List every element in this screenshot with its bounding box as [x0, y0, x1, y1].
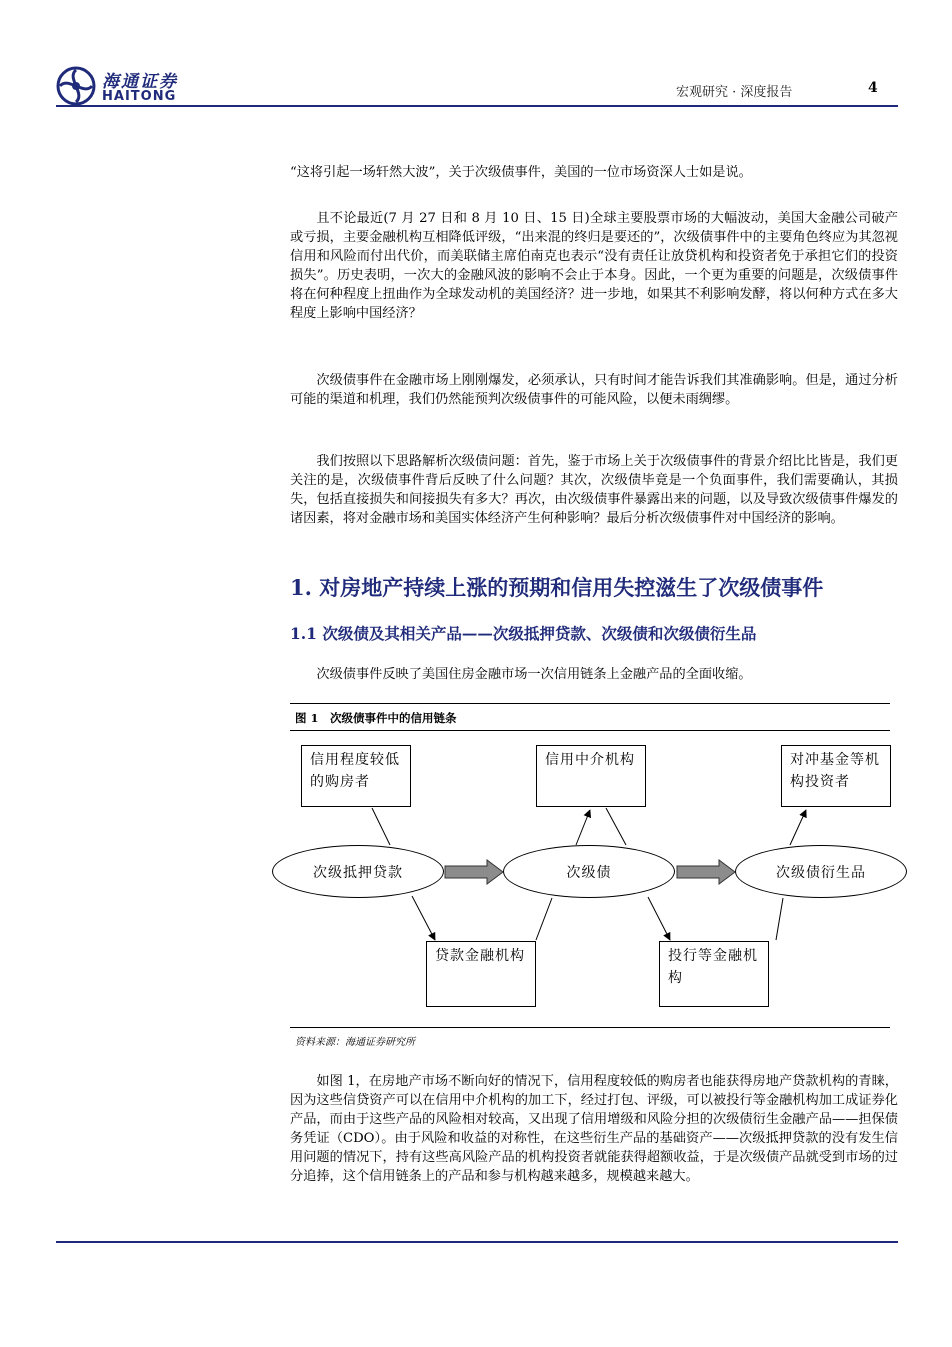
node-subprime-mortgage: 次级抵押贷款 — [272, 845, 444, 898]
node-hedge-fund-investors: 对冲基金等机构投资者 — [781, 745, 891, 807]
paragraph-risk: 次级债事件在金融市场上刚刚爆发，必须承认，只有时间才能告诉我们其准确影响。但是，通过分析可能的渠道和机理，我们仍然能预判次级债事件的可能风险，以便未雨绸缪。 — [290, 373, 898, 407]
node-subprime-derivatives: 次级债衍生品 — [735, 845, 907, 898]
figure-title: 图 1 次级债事件中的信用链条 — [295, 711, 457, 725]
paragraph-outline: 我们按照以下思路解析次级债问题：首先，鉴于市场上关于次级债事件的背景介绍比比皆是，我们更关注的是，次级债事件背后反映了什么问题？其次，次级债毕竟是一个负面事件，我们需要确认，其损失，包括直接损失和间接损失有多大？再次，由次级债事件暴露出来的问题，以及导致次级债事件爆发的诸因素，将对金融市场和美国实体经济产生何种影响？最后分析次级债事件对中国经济的影响。 — [290, 454, 898, 526]
report-section-label: 宏观研究 · 深度报告 — [676, 85, 793, 100]
node-investment-banks: 投行等金融机构 — [659, 941, 769, 1007]
figure-bottom-rule — [290, 1027, 890, 1028]
logo-text-cn: 海通证券 — [102, 72, 178, 92]
section-heading-1-1: 1.1 次级债及其相关产品——次级抵押贷款、次级债和次级债衍生品 — [290, 624, 757, 643]
node-lending-institutions: 贷款金融机构 — [426, 941, 536, 1007]
node-credit-intermediary: 信用中介机构 — [536, 745, 646, 807]
page-number: 4 — [868, 80, 878, 96]
paragraph-context: 且不论最近(7 月 27 日和 8 月 10 日、15 日)全球主要股票市场的大幅波动，美国大金融公司破产或亏损，主要金融机构互相降低评级，“出来混的终归是要还的”，次级债事件中的主要角色终应为其忽视信用和风险而付出代价，而美联储主席伯南克也表示“没有责任让放贷机构和投资者免于承担它们的投资损失”。历史表明，一次大的金融风波的影响不会止于本身。因此，一个更为重要的问题是，次级债事件将在何种程度上扭曲作为全球发动机的美国经济？进一步地，如果其不利影响发酵，将以何种方式在多大程度上影响中国经济？ — [290, 211, 898, 321]
node-subprime-debt: 次级债 — [503, 845, 675, 898]
paragraph-figure-explanation: 如图 1，在房地产市场不断向好的情况下，信用程度较低的购房者也能获得房地产贷款机构的青睐，因为这些信贷资产可以在信用中介机构的加工下，经过打包、评级，可以被投行等金融机构加工成证券化产品，而由于这些产品的风险相对较高，又出现了信用增级和风险分担的次级债衍生金融产品——担保债务凭证（CDO）。由于风险和收益的对称性，在这些衍生产品的基础资产——次级抵押贷款的没有发生信用问题的情况下，持有这些高风险产品的机构投资者就能获得超额收益，于是次级债产品就受到市场的过分追捧，这个信用链条上的产品和参与机构越来越多，规模越来越大。 — [290, 1074, 898, 1184]
footer-divider — [56, 1241, 898, 1243]
section-heading-1: 1. 对房地产持续上涨的预期和信用失控滋生了次级债事件 — [290, 575, 824, 600]
figure-source: 资料来源：海通证券研究所 — [295, 1037, 415, 1048]
paragraph-quote: “这将引起一场轩然大波”，关于次级债事件，美国的一位市场资深人士如是说。 — [290, 165, 752, 180]
paragraph-intro: 次级债事件反映了美国住房金融市场一次信用链条上金融产品的全面收缩。 — [316, 667, 752, 682]
logo-text-en: HAITONG — [102, 89, 177, 104]
node-subprime-borrowers: 信用程度较低的购房者 — [301, 745, 411, 807]
